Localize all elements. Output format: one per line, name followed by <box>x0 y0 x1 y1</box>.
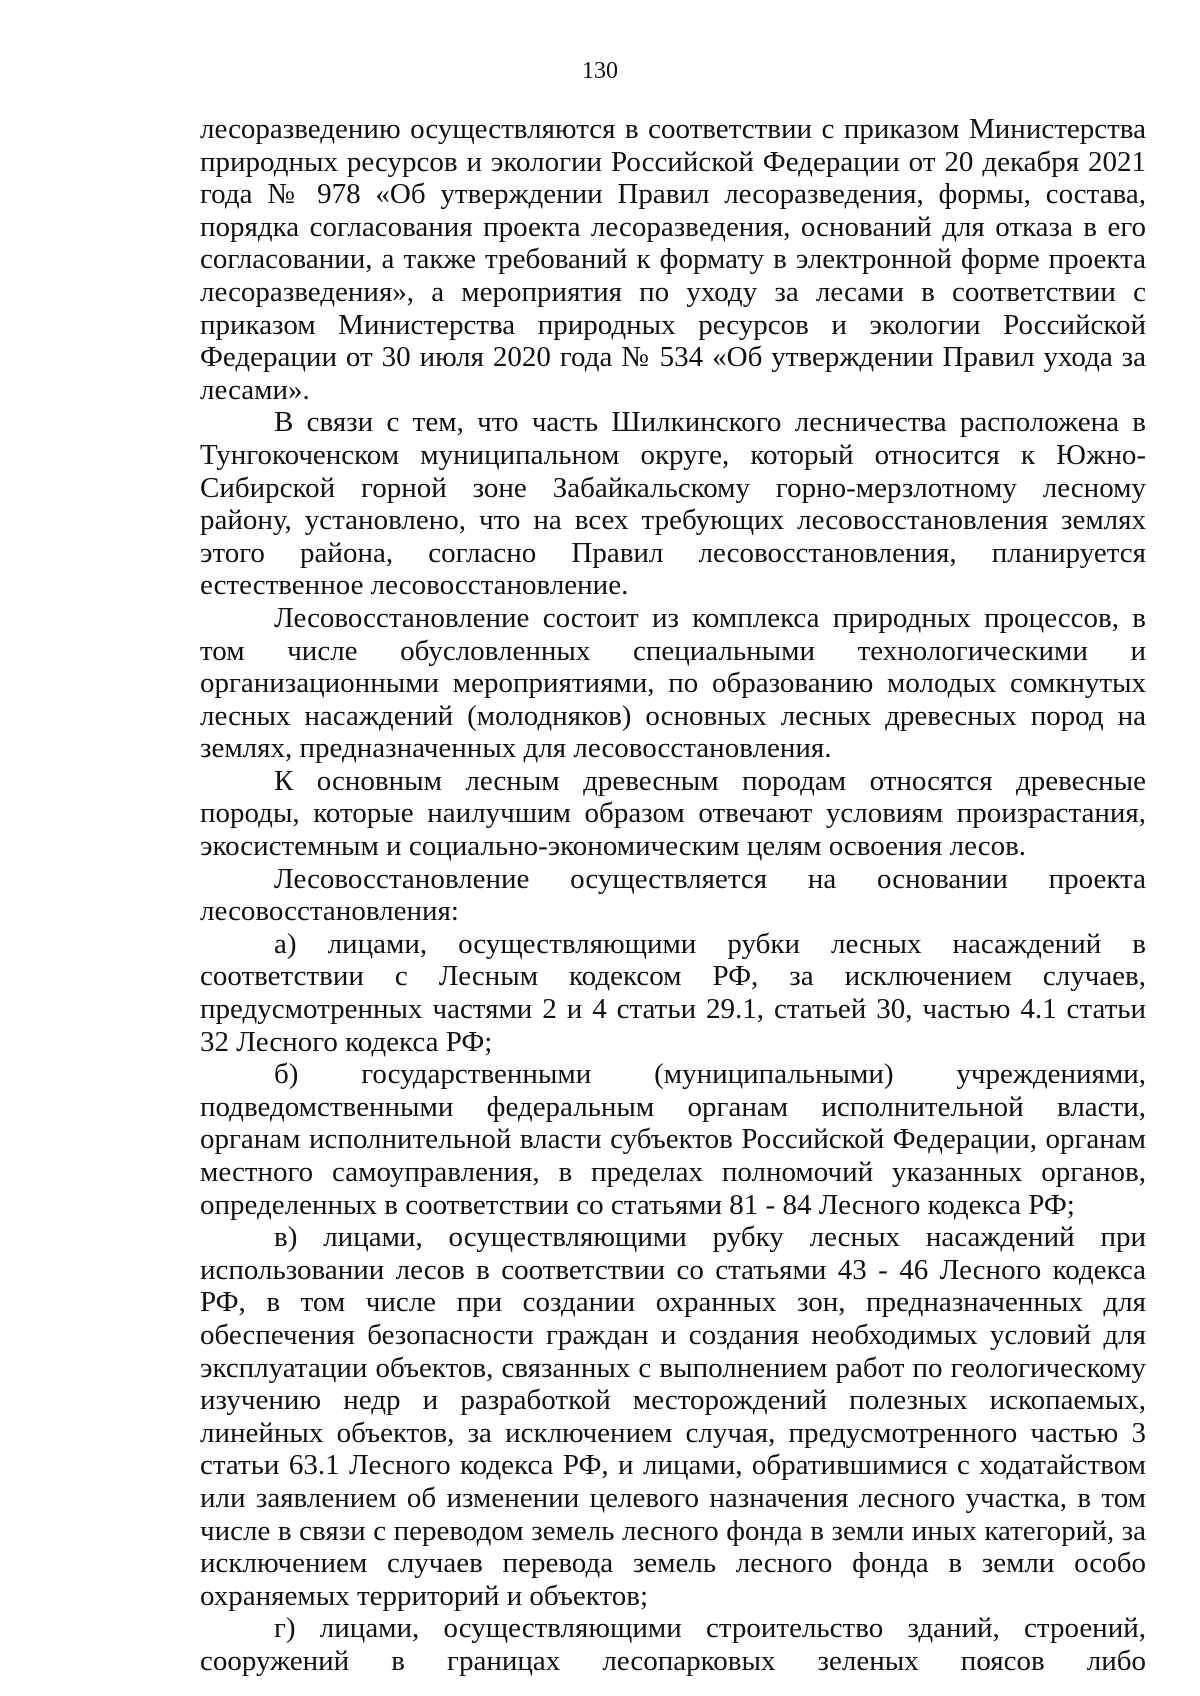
paragraph-2: В связи с тем, что часть Шилкинского лесничества расположена в Тунгокоченском муниципальном округе, который относится к Южно-Сибирской горной зоне Забайкальскому горно-мерзлотному лесному району, установлено, что на всех требующих лесовосстановления землях этого района, согласно Правил лесовосстановления, планируется естественное лесовосстановление. <box>200 406 1146 602</box>
paragraph-3: Лесовосстановление состоит из комплекса природных процессов, в том числе обусловленных специальными технологическими и организационными мероприятиями, по образованию молодых сомкнутых лесных насаждений (молодняков) основных лесных древесных пород на землях, предназначенных для лесовосстановления. <box>200 601 1146 765</box>
paragraph-8-item-v: в) лицами, осуществляющими рубку лесных насаждений при использовании лесов в соответствии со статьями 43 - 46 Лесного кодекса РФ, в том числе при создании охранных зон, предназначенных для обеспечения безопасности граждан и создания необходимых условий для эксплуатации объектов, связанных с выполнением работ по геологическому изучению недр и разработкой месторождений полезных ископаемых, линейных объектов, за исключением случая, предусмотренного частью 3 статьи 63.1 Лесного кодекса РФ, и лицами, обратившимися с ходатайством или заявлением об изменении целевого назначения лесного участка, в том числе в связи с переводом земель лесного фонда в земли иных категорий, за исключением случаев перевода земель лесного фонда в земли особо охраняемых территорий и объектов; <box>200 1221 1146 1612</box>
paragraph-6-item-a: а) лицами, осуществляющими рубки лесных насаждений в соответствии с Лесным кодексом РФ, за исключением случаев, предусмотренных частями 2 и 4 статьи 29.1, статьей 30, частью 4.1 статьи 32 Лесного кодекса РФ; <box>200 927 1146 1058</box>
paragraph-1: лесоразведению осуществляются в соответствии с приказом Министерства природных ресурсов и экологии Российской Федерации от 20 декабря 2021 года № 978 «Об утверждении Правил лесоразведения, формы, состава, порядка согласования проекта лесоразведения, оснований для отказа в его согласовании, а также требований к формату в электронной форме проекта лесоразведения», а мероприятия по уходу за лесами в соответствии с приказом Министерства природных ресурсов и экологии Российской Федерации от 30 июля 2020 года № 534 «Об утверждении Правил ухода за лесами». <box>200 113 1146 406</box>
document-body <box>200 113 1146 1678</box>
paragraph-4: К основным лесным древесным породам относятся древесные породы, которые наилучшим образом отвечают условиям произрастания, экосистемным и социально-экономическим целям освоения лесов. <box>200 764 1146 863</box>
page-number: 130 <box>582 58 618 84</box>
paragraph-7-item-b: б) государственными (муниципальными) учреждениями, подведомственными федеральным органам исполнительной власти, органам исполнительной власти субъектов Российской Федерации, органам местного самоуправления, в пределах полномочий указанных органов, определенных в соответствии со статьями 81 - 84 Лесного кодекса РФ; <box>200 1058 1146 1221</box>
paragraph-9-item-g: г) лицами, осуществляющими строительство зданий, строений, сооружений в границах лесопарковых зеленых поясов либо <box>200 1612 1146 1677</box>
paragraph-5: Лесовосстановление осуществляется на основании проекта лесовосстановления: <box>200 862 1146 928</box>
